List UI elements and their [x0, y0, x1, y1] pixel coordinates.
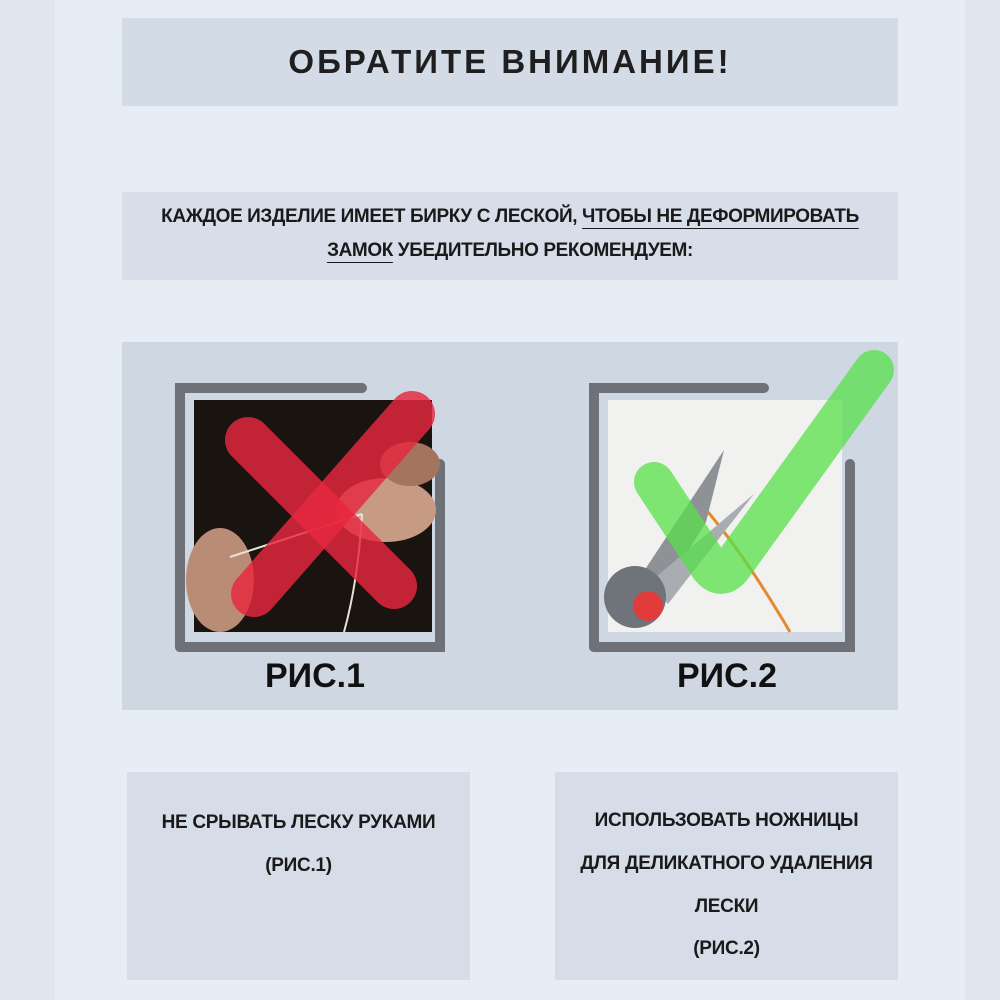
scissor-pivot: [633, 591, 663, 621]
figure-2-label: РИС.2: [676, 657, 778, 695]
card-2-line-1: ИСПОЛЬЗОВАТЬ НОЖНИЦЫ: [594, 810, 859, 831]
figures-illustration: [122, 342, 898, 710]
figures-panel: [122, 342, 898, 710]
notice-underlined-text: ЗАМОК: [327, 240, 393, 261]
instruction-card-1: [127, 772, 470, 980]
notice-line-1: [122, 206, 898, 228]
card-1-line-1: НЕ СРЫВАТЬ ЛЕСКУ РУКАМИ: [161, 812, 436, 833]
notice-text: УБЕДИТЕЛЬНО РЕКОМЕНДУЕМ:: [392, 240, 693, 261]
card-2-line-4: (РИС.2): [693, 938, 760, 959]
page-title: ОБРАТИТЕ ВНИМАНИЕ!: [288, 43, 732, 80]
notice-line-2: [122, 240, 898, 262]
figure-1-image: [180, 388, 440, 647]
instruction-card-2: [555, 772, 898, 980]
card-1-line-2: (РИС.1): [265, 855, 332, 876]
card-2-line-3: ЛЕСКИ: [694, 896, 759, 917]
header-banner: [122, 18, 898, 106]
notice-banner: [122, 192, 898, 280]
figure-2-image: [594, 370, 874, 647]
card-2-line-2: ДЛЯ ДЕЛИКАТНОГО УДАЛЕНИЯ: [580, 853, 873, 874]
notice-underlined-text: ЧТОБЫ НЕ ДЕФОРМИРОВАТЬ: [582, 206, 859, 227]
notice-text: КАЖДОЕ ИЗДЕЛИЕ ИМЕЕТ БИРКУ С ЛЕСКОЙ,: [161, 206, 583, 227]
figure-1-label: РИС.1: [264, 657, 366, 695]
